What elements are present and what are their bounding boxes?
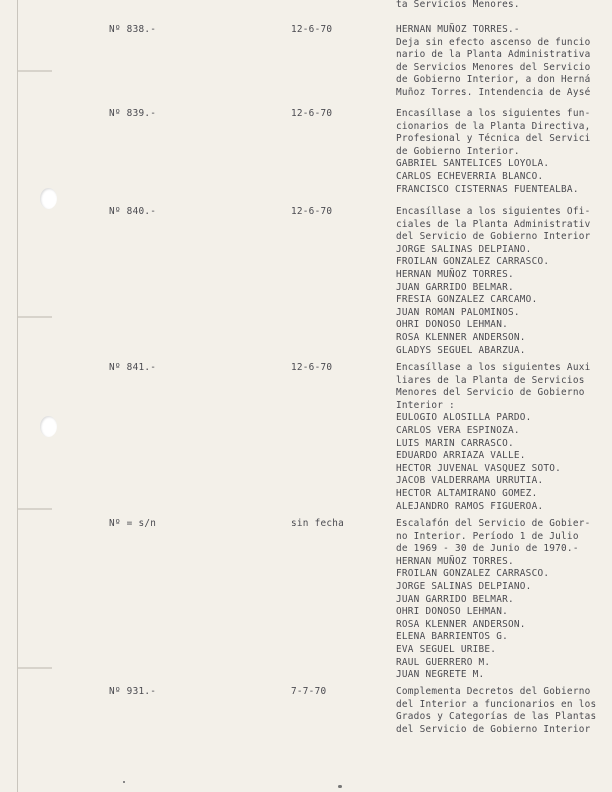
decree-text-line: FROILAN GONZALEZ CARRASCO.	[396, 256, 550, 268]
ink-dot	[123, 781, 125, 783]
decree-text-line: Complementa Decretos del Gobierno	[396, 686, 591, 697]
decree-text-line: RAUL GUERRERO M.	[396, 656, 491, 668]
punch-hole	[40, 416, 57, 437]
decree-text-line: cionarios de la Planta Directiva,	[396, 120, 591, 132]
decree-text-line: nario de la Planta Administrativa	[396, 49, 591, 61]
fold-mark	[18, 316, 52, 318]
decree-text-line: JUAN NEGRETE M.	[396, 669, 485, 681]
decree-date: 7-7-70	[291, 686, 327, 697]
decree-text-line: HERNAN MUÑOZ TORRES.	[396, 269, 514, 280]
decree-text-line: OHRI DONOSO LEHMAN.	[396, 606, 508, 618]
decree-text-line: FRESIA GONZALEZ CARCAMO.	[396, 294, 538, 306]
decree-number: Nº = s/n	[109, 518, 157, 529]
fold-mark	[18, 667, 52, 669]
decree-text-line: de Gobierno Interior, a don Herná	[396, 74, 591, 86]
decree-text-line: de Servicios Menores del Servicio	[396, 61, 591, 73]
decree-number: Nº 840.-	[109, 206, 157, 217]
ink-smudge	[338, 785, 342, 788]
decree-text-line: HERNAN MUÑOZ TORRES.	[396, 555, 514, 567]
decree-text-line: ALEJANDRO RAMOS FIGUEROA.	[396, 500, 544, 512]
decree-text-line: HECTOR JUVENAL VASQUEZ SOTO.	[396, 462, 562, 474]
decree-text-line: ROSA KLENNER ANDERSON.	[396, 332, 526, 343]
page-edge-line	[17, 0, 18, 792]
decree-text-line: JUAN GARRIDO BELMAR.	[396, 593, 514, 605]
decree-text-line: Profesional y Técnica del Servici	[396, 133, 591, 145]
decree-date: 12-6-70	[291, 24, 333, 35]
decree-text-line: de 1969 - 30 de Junio de 1970.-	[396, 543, 579, 555]
decree-text-line: JUAN ROMAN PALOMINOS.	[396, 306, 520, 318]
decree-date: 12-6-70	[291, 206, 333, 217]
decree-text-line: Deja sin efecto ascenso de funcio	[396, 36, 591, 48]
decree-text-line: FROILAN GONZALEZ CARRASCO.	[396, 568, 550, 580]
decree-text-line: Encasíllase a los siguientes fun-	[396, 108, 591, 119]
decree-text-line: Escalafón del Servicio de Gobier-	[396, 518, 591, 529]
decree-text-line: de Gobierno Interior.	[396, 145, 520, 157]
decree-text-line: Menores del Servicio de Gobierno	[396, 387, 585, 399]
decree-text-line: CARLOS VERA ESPINOZA.	[396, 425, 520, 436]
decree-text-line: EVA SEGUEL URIBE.	[396, 644, 497, 655]
decree-text-line: EULOGIO ALOSILLA PARDO.	[396, 412, 532, 424]
decree-text-line: Interior :	[396, 399, 455, 411]
decree-number: Nº 931.-	[109, 686, 157, 697]
decree-text-line: JORGE SALINAS DELPIANO.	[396, 243, 532, 255]
decree-date: 12-6-70	[291, 362, 333, 373]
decree-text-line: EDUARDO ARRIAZA VALLE.	[396, 450, 526, 462]
decree-text-line: CARLOS ECHEVERRIA BLANCO.	[396, 171, 544, 182]
decree-text-line: liares de la Planta de Servicios	[396, 374, 585, 386]
decree-number: Nº 841.-	[109, 362, 157, 373]
decree-text-line: del Servicio de Gobierno Interior	[396, 231, 591, 243]
decree-date: 12-6-70	[291, 108, 333, 119]
header-fragment: ta Servicios Menores.	[396, 0, 520, 10]
decree-number: Nº 839.-	[109, 108, 157, 119]
decree-text-line: del Interior a funcionarios en los	[396, 698, 597, 710]
decree-text-line: del Servicio de Gobierno Interior	[396, 723, 591, 735]
decree-text-line: JACOB VALDERRAMA URRUTIA.	[396, 475, 544, 487]
punch-hole	[40, 188, 57, 209]
decree-text-line: FRANCISCO CISTERNAS FUENTEALBA.	[396, 183, 579, 195]
decree-date: sin fecha	[291, 518, 345, 529]
decree-number: Nº 838.-	[109, 24, 157, 35]
fold-mark	[18, 70, 52, 72]
decree-text-line: LUIS MARIN CARRASCO.	[396, 437, 514, 449]
decree-text-line: HERNAN MUÑOZ TORRES.-	[396, 24, 520, 35]
decree-text-line: Grados y Categorías de las Plantas	[396, 711, 597, 723]
decree-text-line: OHRI DONOSO LEHMAN.	[396, 319, 508, 331]
decree-text-line: ELENA BARRIENTOS G.	[396, 631, 508, 643]
decree-text-line: Muñoz Torres. Intendencia de Aysé	[396, 87, 591, 98]
decree-text-line: ciales de la Planta Administrativ	[396, 218, 591, 230]
decree-text-line: GLADYS SEGUEL ABARZUA.	[396, 344, 526, 356]
decree-text-line: Encasíllase a los siguientes Auxi	[396, 362, 591, 373]
decree-text-line: no Interior. Período 1 de Julio	[396, 530, 579, 542]
decree-text-line: HECTOR ALTAMIRANO GOMEZ.	[396, 488, 538, 499]
fold-mark	[18, 508, 52, 510]
decree-text-line: Encasíllase a los siguientes Ofi-	[396, 206, 591, 217]
decree-text-line: JORGE SALINAS DELPIANO.	[396, 581, 532, 592]
decree-text-line: JUAN GARRIDO BELMAR.	[396, 281, 514, 293]
decree-text-line: GABRIEL SANTELICES LOYOLA.	[396, 158, 550, 170]
decree-text-line: ROSA KLENNER ANDERSON.	[396, 618, 526, 630]
